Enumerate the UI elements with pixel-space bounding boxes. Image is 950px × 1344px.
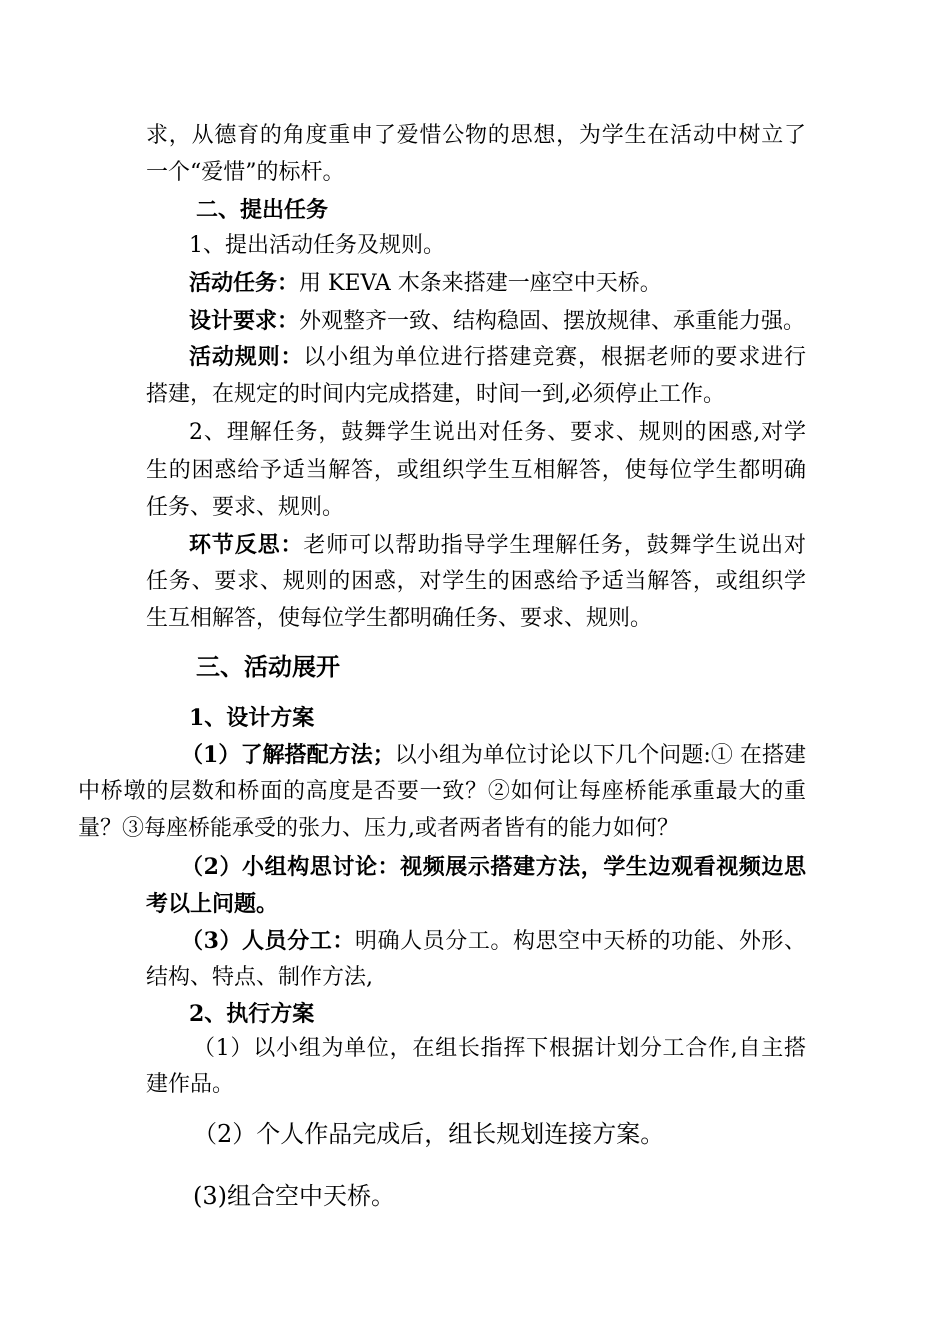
- method-text: 以小组为单位讨论以下几个问题:① 在搭建: [394, 743, 806, 768]
- method-line: [181, 740, 806, 771]
- method-label: （1）了解搭配方法；: [181, 742, 395, 768]
- para-line: 求，从德育的角度重申了爱惜公物的思想，为学生在活动中树立了: [146, 123, 806, 148]
- para-line: 建作品。: [146, 1072, 235, 1097]
- para-line: （1）以小组为单位，在组长指挥下根据计划分工合作,自主搭: [193, 1036, 806, 1061]
- para-line: 搭建，在规定的时间内完成搭建，时间一到,必须停止工作。: [146, 382, 725, 407]
- para-line: 量？③每座桥能承受的张力、压力,或者两者皆有的能力如何？: [78, 816, 679, 841]
- subsection-heading: 2、执行方案: [189, 1001, 315, 1027]
- rules-text: 以小组为单位进行搭建竞赛，根据老师的要求进行: [303, 345, 806, 370]
- para-line: 结构、特点、制作方法,: [146, 965, 373, 990]
- division-text: 明确人员分工。构思空中天桥的功能、外形、: [354, 929, 806, 954]
- task-label: 活动任务：: [189, 270, 300, 296]
- discussion-line: 考以上问题。: [146, 891, 279, 917]
- para-line: 2、理解任务，鼓舞学生说出对任务、要求、规则的困惑,对学: [189, 420, 806, 445]
- para-line: 生的困惑给予适当解答，或组织学生互相解答，使每位学生都明确: [146, 458, 806, 483]
- reflection-line: [189, 530, 806, 561]
- section-heading-2: 二、提出任务: [196, 197, 329, 223]
- requirement-line: [189, 306, 805, 337]
- division-line: [181, 926, 806, 957]
- subsection-heading: 1、设计方案: [189, 705, 315, 731]
- para-line: (3)组合空中天桥。: [193, 1182, 395, 1210]
- requirement-text: 外观整齐一致、结构稳固、摆放规律、承重能力强。: [299, 309, 806, 334]
- para-line: 中桥墩的层数和桥面的高度是否要一致？②如何让每座桥能承重最大的重: [78, 779, 806, 804]
- task-text: 用 KEVA 木条来搭建一座空中天桥。: [299, 271, 662, 296]
- requirement-label: 设计要求：: [189, 308, 300, 334]
- rules-label: 活动规则：: [189, 344, 304, 370]
- para-line: （2）个人作品完成后，组长规划连接方案。: [193, 1120, 665, 1148]
- section-heading-3: 三、活动展开: [196, 652, 340, 681]
- para-line: 生互相解答，使每位学生都明确任务、要求、规则。: [146, 606, 653, 631]
- reflection-label: 环节反思：: [189, 532, 304, 558]
- para-line: 任务、要求、规则的困惑，对学生的困惑给予适当解答，或组织学: [146, 569, 806, 594]
- rules-line: [189, 342, 806, 373]
- para-line: 1、提出活动任务及规则。: [189, 233, 445, 258]
- discussion-line: （2）小组构思讨论：视频展示搭建方法，学生边观看视频边思: [181, 854, 806, 880]
- para-line: 任务、要求、规则。: [146, 495, 345, 520]
- reflection-text: 老师可以帮助指导学生理解任务，鼓舞学生说出对: [303, 533, 806, 558]
- task-line: [189, 268, 662, 299]
- division-label: （3）人员分工：: [181, 928, 355, 954]
- para-line: 一个“爱惜”的标杆。: [146, 160, 345, 185]
